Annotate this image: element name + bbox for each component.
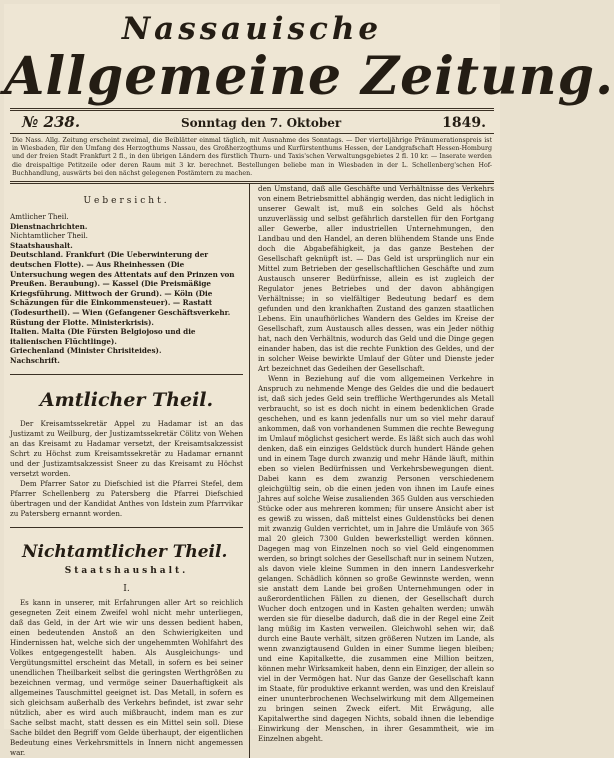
left-column <box>10 184 250 758</box>
columns <box>10 184 494 758</box>
right-paragraph-2: Wenn in Beziehung auf die vom allgemeinen Verkehre in Anspruch zu nehmende Menge des Geldes die und die bedauert ist, daß sich jedes Geld sein treffliche Werthgerundes als Metall verbraucht, so ist es doch nicht in einem bedenklichen Grade geschehen, und es kann jedenfalls nur um so viel mehr darauf ankommen, daß von vorhandenen Summen die rechte Bewegung im Umlauf möglichst gesichert werde. Es läßt sich auch das wohl denken, daß ein einziges Geldstück durch hundert Hände gehen und in einem Tage durch zwanzig und mehr Hände läuft, mithin eben so vielen Bedürfnissen und Verkehrsbewegungen dient. Dabei kann es dem zwanzig Personen verschiedenem gleichgültig sein, ob die einen jeden von ihnen im Laufe eines Jahres auf solche Weise zusalienden 365 Gulden aus verschieden Stücke oder aus mehreren kommen; für unsere Ansicht aber ist es gewiß zu wissen, daß mittelst eines Guldenstücks bei denen mit zwanzig Gulden verrichtet, um in Jahre die Umläufe von 365 mal 20 gleich 7300 Gulden bewerkstelligt werden können. Dagegen mag von Einzelnen noch so viel Geld eingenommen werden, so bringt solches der Gesellschaft nur in seinem Nutzen, als davon viele kleine Summen in den innern Landesverkehr gelangen. Schädlich können so große Gewinnste werden, wenn sie anstatt dem Lande bei großen Unternehmungen oder in außerordentlichen Fällen zu dienen, der Gesellschaft durch Wucher doch entzogen und in Kasten gehalten werden; unwäh werden sie für dieselbe dadurch, daß die in der Regel eine Zeit lang müßig im Kasten verweilen. Gleichwohl sehen wir, daß durch eine Baute verhält, sitzen größeren Nutzen im Lande, als wenn zwanzigtausend Gulden in einer Summe liegen bleiben; und eine Kapitalkette, die zusammen eine Million beitzen, können mehr Wirksamkeit haben, denn ein Einziger, der allein so viel in der Vermögen hat. Nur das Ganze der Gesellschaft kann im Staate, für produktive erkannt werden, was und den Kreislauf einer ununterbrochenen Wechselwirkung mit dem Allgemeinen zu bringen seinen Zweck eifert. Mit Erwägung, alle Kapitalwerthe sind dagegen Nichts, sobald ihnen die lebendige Einwirkung der Menschen, in ihrer Gesammtheit, wie im Einzelnen abgeht. <box>258 374 494 744</box>
amtlich-paragraph-2: Dem Pfarrer Sator zu Diefschied ist die Pfarrei Stefel, dem Pfarrer Schellenberg zu Patersberg die Pfarrei Diefschied übertragen und der Kandidat Anthes von Idstein zum Pfarrvikar zu Patersberg ernannt worden. <box>10 478 244 518</box>
table-of-contents <box>10 212 243 366</box>
masthead <box>4 11 614 108</box>
toc-item: Deutschland. Frankfurt (Die Ueberwinterung der deutschen Flotte). — Aus Rheinhessen (Die Untersuchung wegen des Attentats auf den Prinzen von Preußen. Beraubung). — Kassel (Die Preismäßige Kriegsführung. Mittwoch der Grund). — Köln (Die Schäzungen für die Einkommensteuer). — Rastatt (Todesurtheil). — Wien (Gefangener Geschäftsverkehr. Rüstung der Flotte. Ministerkrisis). <box>10 250 235 327</box>
issue-date: Sonntag den 7. Oktober <box>180 116 342 130</box>
toc-item: Staatshaushalt. <box>10 240 73 250</box>
amtlich-rule <box>10 527 243 528</box>
toc-item: Nichtamtlicher Theil. <box>10 231 88 241</box>
toc-item: Italien. Malta (Die Fürsten Belgiojoso und die italienischen Flüchtlinge). <box>10 327 196 346</box>
title-main: Allgemeine Zeitung. <box>4 46 614 107</box>
title-top: Nassauische <box>121 11 383 47</box>
toc-item: Nachschrift. <box>10 355 60 365</box>
right-paragraph-1: den Umstand, daß alle Geschäfte und Verhältnisse des Verkehrs von einem Betriebsmittel abhängig werden, das nicht lediglich in unserer Gewalt ist, muß ein solches Geld als höchst unzuverlässig und selbst gefährlich darstellen für den Fortgang aller Gewerbe, aller industriellen Unternehmungen, den Landbau und den Handel, an deren blühendem Stande uns Ende doch die Abgabefähigkeit, ja das ganze Bestehen der Gesellschaft geknüpft ist. — Das Geld ist ursprünglich nur ein Mittel zum Betrieben der gesellschaftlichen Geschäfte und zum Austausch unserer Bedürfnisse, allein es ist zugleich der Regulator jenes Betriebes und der davon abhängigen Verhältnisse; in so vielfältiger Bedeutung bedarf es dem gefunden und den krankhaften Zustand des ganzen staatlichen Lebens. Ein unaufhörliches Wandern des Geldes im Kreise der Gesellschaft, zum Austausch alles dessen, was ein Jeder nöthig hat, nach den Verhältnis, wodurch das Geld und die Dinge gegen einander haben, das ist die rechte Funktion des Geldes, und der in solcher Weise bewirkte Umlauf der Güter und Dienste jeder Art bezeichnet das Gedeihen der Gesellschaft. <box>258 184 494 374</box>
toc-item: Amtlicher Theil. <box>10 212 69 222</box>
newspaper-page <box>4 4 614 757</box>
dateline <box>4 111 500 133</box>
body-paragraph: Es kann in unserer, mit Erfahrungen aller Art so reichlich gesegneten Zeit einem Zweifel wohl nicht mehr unterliegen, daß das Geld, in der Art wie wir uns dessen bedient haben, einen bedeutenden Anstoß an den Schwierigkeiten und Hindernissen hat, welche sich der ungehemmten Wohlfahrt des Volkes entgegengestellt haben. Als Ausgleichungs- und Vergütungsmittel erscheint das Metall, in sofern es bei seiner unendlichen Theilbarkeit selbst die geringsten Werthgrößen zu bezeichnen vermag, und vermöge seiner Dauerhaftigkeit als allgemeines Tauschmittel geeignet ist. Das Metall, in sofern es sich gleichsam außerhalb des Verkehrs befindet, ist zwar sehr nützlich, aber es wird auch mißbraucht, indem man es zur Sache selbst macht, statt dessen es ein Mittel sein soll. Diese Sache bildet den Begriff vom Gelde überhaupt, der eigentlichen Bedeutung eines Verkehrsmittels in Innern nicht angemessen war. <box>10 597 244 757</box>
section-number: I. <box>123 583 130 594</box>
toc-item: Dienstnachrichten. <box>10 221 88 231</box>
toc-item: Griechenland (Minister Chrisiteides). <box>10 346 162 356</box>
overview-heading: Uebersicht. <box>83 196 170 207</box>
toc-rule <box>10 374 243 375</box>
amtlich-paragraph-1: Der Kreisamtssekretär Appel zu Hadamar ist an das Justizamt zu Weilburg, der Justizamtssekretär Cölitz von Wehen an das Kreisamt zu Hadamar versetzt, der Kreisamtsakzessist Schrt zu Höchst zum Kreisamtssekretär zu Hadamar ernannt und der Justizamtsakzessist Sneer zu das Kreisamt zu Höchst versetzt worden. <box>10 418 244 478</box>
subscription-notice: Die Nass. Allg. Zeitung erscheint zweimal, die Beiblätter einmal täglich, mit Ausnahme des Sonntags. — Der vierteljährige Pränumerationspreis ist in Wiesbaden, für den Umfang des Herzogthums Nassau, des Großherzogthums und Kurfürstenthums Hessen, der Landgrafschaft Hessen-Homburg und der freien Stadt Frankfurt 2 fl., in den übrigen Ländern des fürstlich Thurn- und Taxis'schen Verwaltungsgebietes 2 fl. 10 kr. — Inserate werden die dreispaltige Petitzeile oder deren Raum mit 3 kr. berechnet. Bestellungen beliebe man in Wiesbaden in der L. Schellenberg'schen Hof-Buchhandlung, auswärts bei den nächst gelegenen Postämtern zu machen. <box>12 137 492 177</box>
amtlich-heading: Amtlicher Theil. <box>39 388 214 411</box>
issue-year: 1849. <box>442 115 486 131</box>
right-column <box>250 184 494 758</box>
nichtamtlich-heading: Nichtamtlicher Theil. <box>22 541 228 562</box>
issue-number: № 238. <box>22 113 81 131</box>
staats-heading: Staatshaushalt. <box>64 565 189 576</box>
